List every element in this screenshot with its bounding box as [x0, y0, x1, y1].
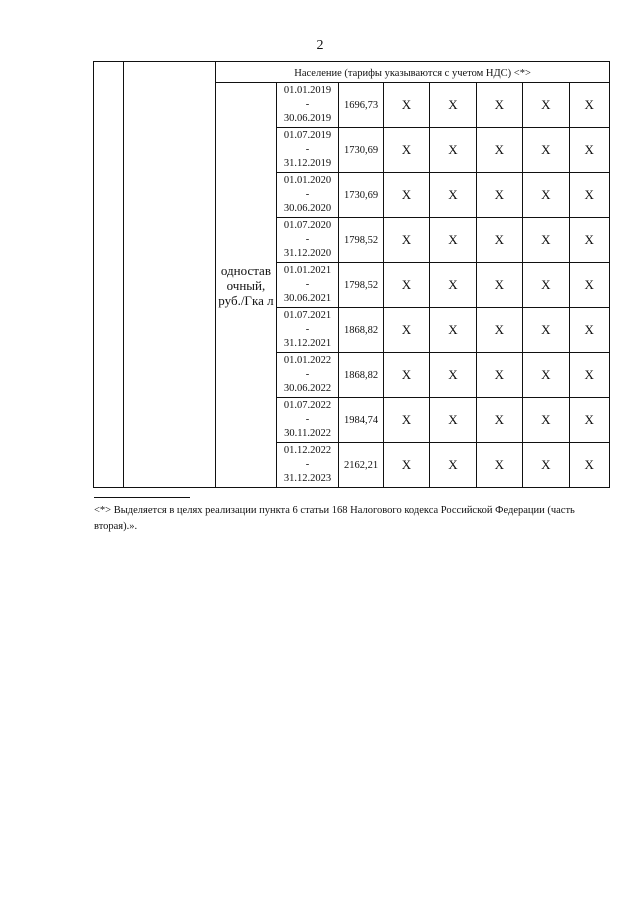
- population-header: [216, 62, 610, 83]
- period-cell: [276, 83, 339, 128]
- x-mark-cell: X: [569, 263, 610, 308]
- period-line: 01.01.2019: [283, 85, 332, 96]
- x-mark-cell: X: [383, 308, 429, 353]
- period-line: 30.06.2022: [283, 383, 332, 394]
- period-cell: [276, 173, 339, 218]
- x-mark-cell: X: [430, 443, 476, 488]
- footnote: <*> Выделяется в целях реализации пункта 6 статьи 168 Налогового кодекса Российской Федерации (часть вторая).».: [94, 505, 575, 532]
- period-cell: [276, 263, 339, 308]
- period-cell: [276, 353, 339, 398]
- period-line: 01.01.2020: [283, 175, 332, 186]
- tariff-value: 1868,82: [339, 308, 383, 353]
- x-mark-cell: X: [523, 353, 569, 398]
- period-line: 31.12.2020: [283, 248, 332, 259]
- period-line: 31.12.2023: [283, 473, 332, 484]
- period-line: -: [305, 414, 310, 425]
- table-header-row: [94, 62, 610, 83]
- period-line: -: [305, 279, 310, 290]
- period-line: -: [305, 144, 310, 155]
- x-mark-cell: X: [383, 263, 429, 308]
- x-mark-cell: X: [383, 443, 429, 488]
- x-mark-cell: X: [523, 263, 569, 308]
- x-mark-cell: X: [476, 173, 522, 218]
- x-mark-cell: X: [569, 353, 610, 398]
- tariff-value: 1730,69: [339, 173, 383, 218]
- x-mark-cell: X: [430, 128, 476, 173]
- x-mark-cell: X: [476, 218, 522, 263]
- period-line: 31.12.2019: [283, 158, 332, 169]
- x-mark-cell: X: [430, 308, 476, 353]
- tariff-value: 2162,21: [339, 443, 383, 488]
- tariff-value: 1730,69: [339, 128, 383, 173]
- x-mark-cell: X: [523, 308, 569, 353]
- period-cell: [276, 308, 339, 353]
- x-mark-cell: X: [383, 173, 429, 218]
- period-line: -: [305, 234, 310, 245]
- x-mark-cell: X: [430, 173, 476, 218]
- period-line: 31.12.2021: [283, 338, 332, 349]
- period-line: -: [305, 99, 310, 110]
- x-mark-cell: X: [476, 398, 522, 443]
- tariff-table: [93, 61, 610, 488]
- period-line: 30.06.2021: [283, 293, 332, 304]
- period-line: 01.07.2021: [283, 310, 332, 321]
- x-mark-cell: X: [569, 443, 610, 488]
- period-line: 01.07.2022: [283, 400, 332, 411]
- empty-cell-a: [94, 62, 124, 488]
- period-cell: [276, 398, 339, 443]
- period-line: 01.01.2021: [283, 265, 332, 276]
- x-mark-cell: X: [383, 218, 429, 263]
- x-mark-cell: X: [569, 398, 610, 443]
- x-mark-cell: X: [523, 218, 569, 263]
- population-header-text: Население (тарифы указываются с учетом НДС) <*>: [294, 68, 531, 79]
- period-line: 01.07.2019: [283, 130, 332, 141]
- x-mark-cell: X: [476, 353, 522, 398]
- page-number: 2: [316, 38, 324, 53]
- period-line: 01.01.2022: [283, 355, 332, 366]
- x-mark-cell: X: [569, 173, 610, 218]
- tariff-value: 1798,52: [339, 263, 383, 308]
- x-mark-cell: X: [383, 398, 429, 443]
- tariff-value: 1984,74: [339, 398, 383, 443]
- x-mark-cell: X: [430, 263, 476, 308]
- period-cell: [276, 218, 339, 263]
- x-mark-cell: X: [523, 83, 569, 128]
- x-mark-cell: X: [430, 353, 476, 398]
- x-mark-cell: X: [523, 398, 569, 443]
- x-mark-cell: X: [476, 308, 522, 353]
- x-mark-cell: X: [569, 128, 610, 173]
- footnote-separator: [94, 497, 190, 498]
- unit-cell: [216, 83, 277, 488]
- x-mark-cell: X: [383, 353, 429, 398]
- x-mark-cell: X: [383, 83, 429, 128]
- tariff-value: 1696,73: [339, 83, 383, 128]
- tariff-value: 1868,82: [339, 353, 383, 398]
- x-mark-cell: X: [523, 173, 569, 218]
- x-mark-cell: X: [430, 218, 476, 263]
- period-cell: [276, 128, 339, 173]
- x-mark-cell: X: [383, 128, 429, 173]
- x-mark-cell: X: [569, 83, 610, 128]
- x-mark-cell: X: [476, 83, 522, 128]
- period-line: 01.07.2020: [283, 220, 332, 231]
- period-line: 30.06.2020: [283, 203, 332, 214]
- period-line: 30.11.2022: [284, 428, 331, 439]
- x-mark-cell: X: [430, 398, 476, 443]
- x-mark-cell: X: [430, 83, 476, 128]
- period-line: -: [305, 189, 310, 200]
- period-line: -: [305, 324, 310, 335]
- empty-cell-b: [124, 62, 216, 488]
- period-line: 01.12.2022: [283, 445, 332, 456]
- x-mark-cell: X: [476, 128, 522, 173]
- period-line: -: [305, 459, 310, 470]
- unit-label: одностав очный, руб./Гка л: [218, 262, 274, 308]
- x-mark-cell: X: [476, 443, 522, 488]
- x-mark-cell: X: [569, 218, 610, 263]
- x-mark-cell: X: [523, 128, 569, 173]
- period-line: -: [305, 369, 310, 380]
- x-mark-cell: X: [476, 263, 522, 308]
- x-mark-cell: X: [523, 443, 569, 488]
- tariff-value: 1798,52: [339, 218, 383, 263]
- period-line: 30.06.2019: [283, 113, 332, 124]
- x-mark-cell: X: [569, 308, 610, 353]
- period-cell: [276, 443, 339, 488]
